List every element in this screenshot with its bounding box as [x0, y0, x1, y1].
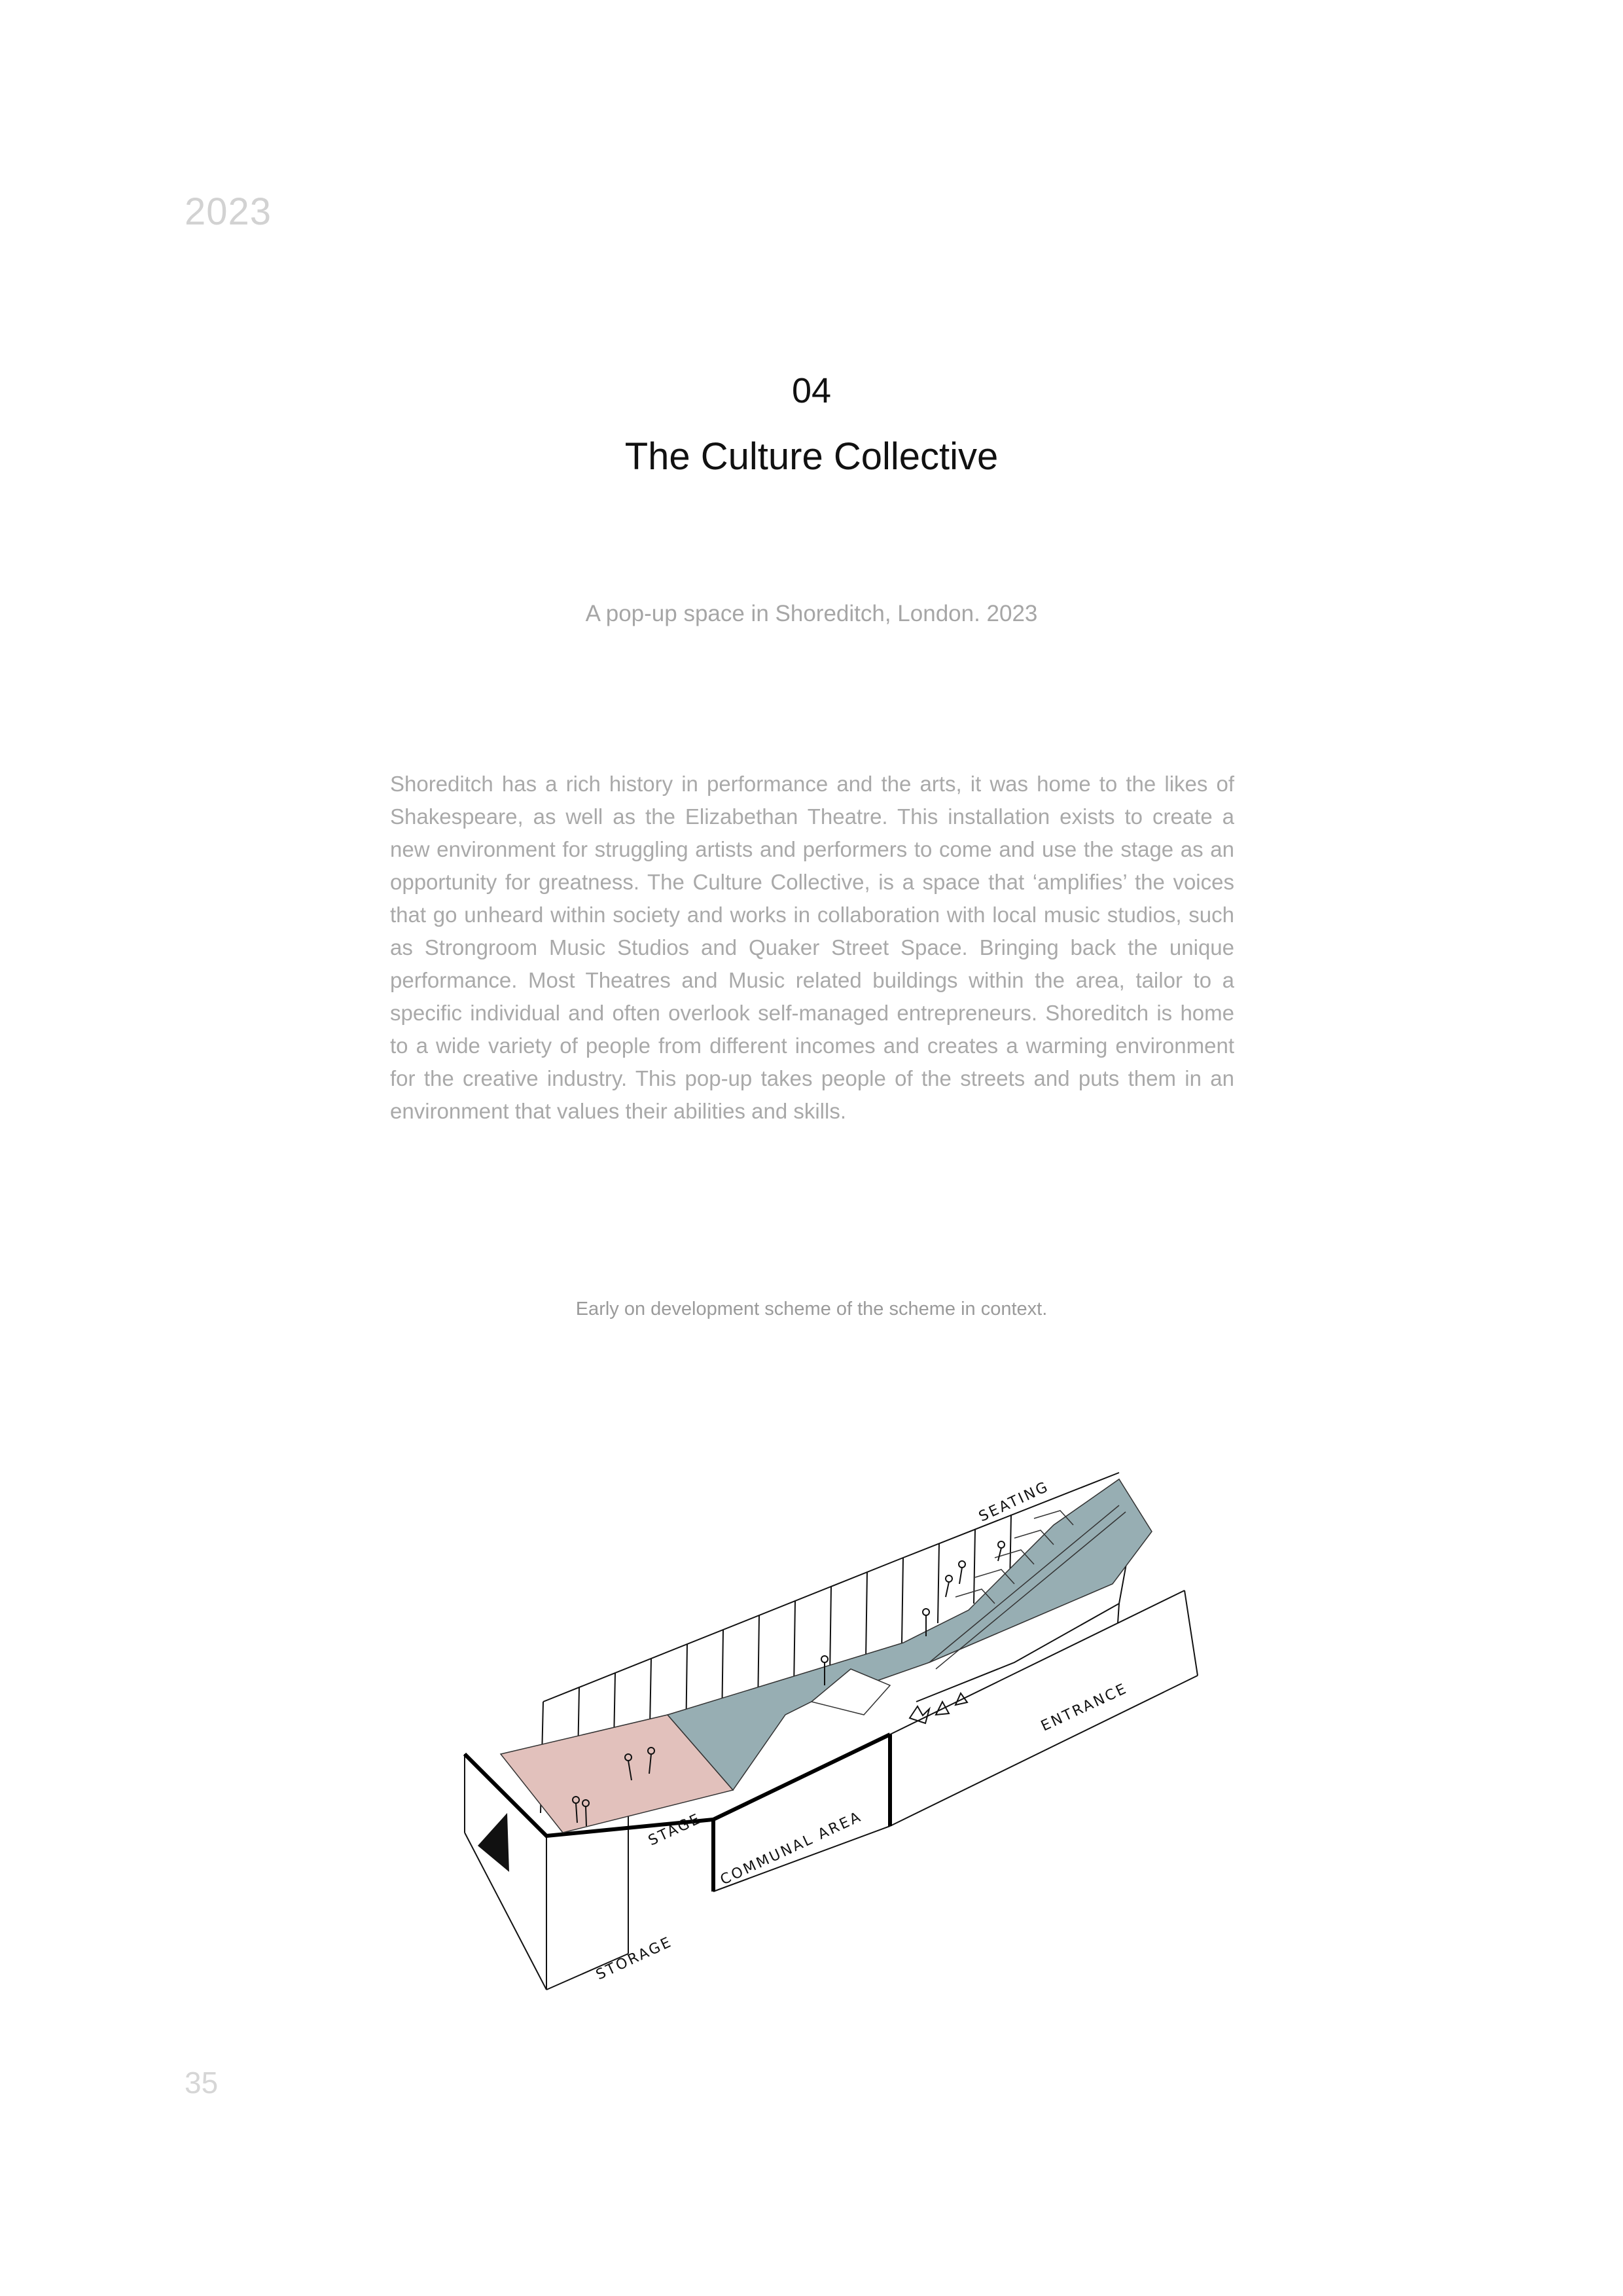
seating-deck	[668, 1479, 1152, 1790]
page-number: 35	[185, 2066, 219, 2100]
project-number: 04	[791, 371, 832, 410]
entrance-label: ENTRANCE	[1038, 1680, 1131, 1735]
document-year: 2023	[185, 190, 272, 233]
project-description: Shoreditch has a rich history in performance and the arts, it was home to the likes of Shakespeare, as well as the Elizabethan Theatre. This installation exists to create a new environment for struggling artists and performers to come and use the stage as an opportunity for greatness. The Culture Collective, is a space that ‘amplifies’ the voices that go unheard within society and works in collaboration with local music studios, such as Strongroom Music Studios and Quaker Street Space. Bringing back the unique performance. Most Theatres and Music related buildings within the area, tailor to a specific individual and often overlook self-managed entrepreneurs. Shoreditch is home to a wide variety of people from different incomes and creates a warming environment for the creative industry. This pop-up takes people of the streets and puts them in an environment that values their abilities and skills.	[390, 772, 1234, 1123]
seating-label: SEATING	[976, 1478, 1052, 1526]
storage-label: STORAGE	[593, 1933, 675, 1984]
figure-caption: Early on development scheme of the scheme in context.	[575, 1299, 1048, 1319]
project-subtitle: A pop-up space in Shoreditch, London. 2023	[585, 601, 1038, 626]
project-title: The Culture Collective	[624, 435, 999, 478]
axonometric-sketch	[393, 1427, 1243, 2003]
communal-area-label: COMMUNAL AREA	[717, 1808, 865, 1889]
stage-label: STAGE	[645, 1810, 704, 1850]
